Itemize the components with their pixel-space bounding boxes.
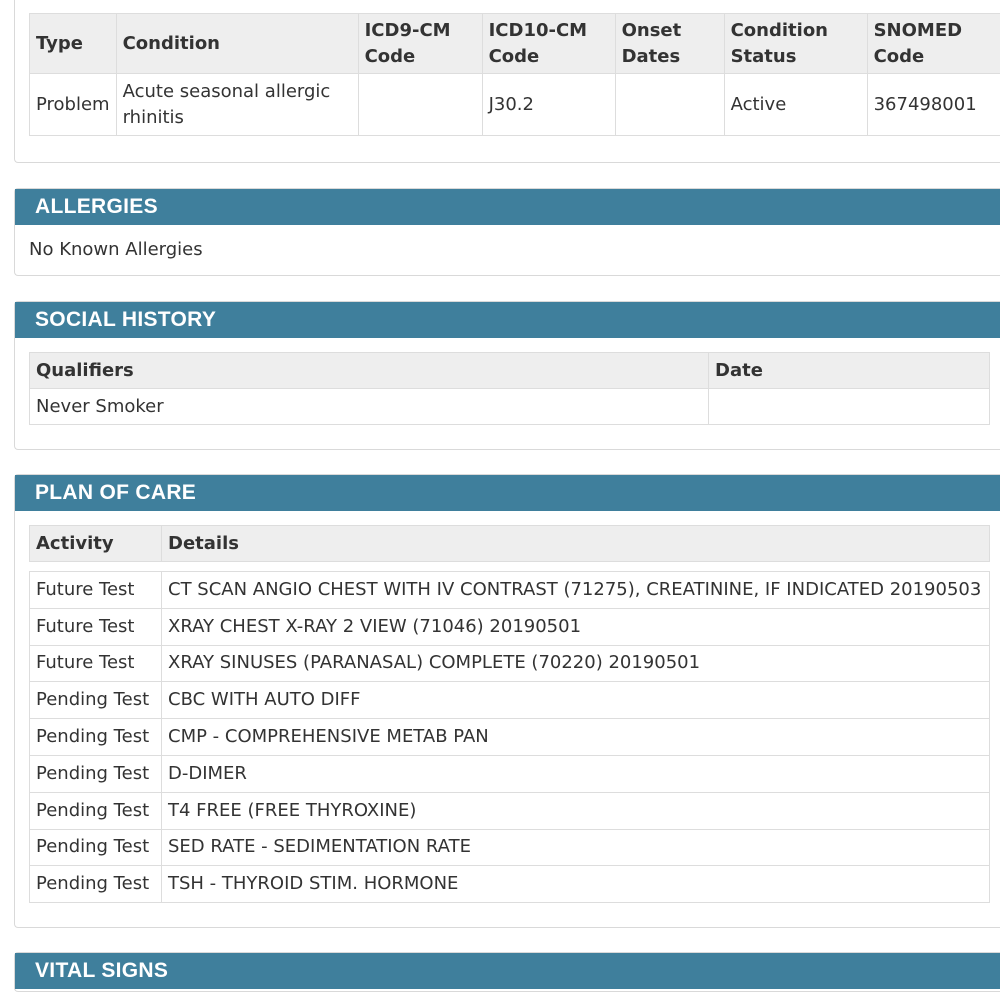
social-history-card xyxy=(14,301,1000,450)
col-activity: Activity xyxy=(30,526,162,562)
social-history-header: SOCIAL HISTORY xyxy=(15,302,1000,338)
col-snomed: SNOMED Code xyxy=(867,14,1000,74)
problems-table xyxy=(29,13,1000,136)
cell-details: XRAY CHEST X-RAY 2 VIEW (71046) 20190501 xyxy=(162,608,990,645)
plan-of-care-header: PLAN OF CARE xyxy=(15,475,1000,511)
plan-of-care-card xyxy=(14,474,1000,928)
table-row xyxy=(30,608,990,645)
table-row xyxy=(30,755,990,792)
problems-card xyxy=(14,0,1000,163)
table-row xyxy=(30,645,990,682)
col-icd10: ICD10-CM Code xyxy=(482,14,615,74)
table-row xyxy=(30,572,990,609)
cell-activity: Pending Test xyxy=(30,866,162,903)
vital-signs-header: VITAL SIGNS xyxy=(15,953,1000,989)
allergies-card xyxy=(14,188,1000,276)
plan-of-care-header-table xyxy=(29,525,990,562)
col-details: Details xyxy=(162,526,990,562)
table-row xyxy=(30,682,990,719)
cell-details: T4 FREE (FREE THYROXINE) xyxy=(162,792,990,829)
cell-onset xyxy=(615,74,724,136)
cell-status: Active xyxy=(724,74,867,136)
table-row xyxy=(30,792,990,829)
cell-details: SED RATE - SEDIMENTATION RATE xyxy=(162,829,990,866)
cell-activity: Future Test xyxy=(30,608,162,645)
cell-activity: Pending Test xyxy=(30,755,162,792)
col-type: Type xyxy=(30,14,117,74)
cell-activity: Pending Test xyxy=(30,682,162,719)
cell-details: CBC WITH AUTO DIFF xyxy=(162,682,990,719)
col-onset: Onset Dates xyxy=(615,14,724,74)
table-row xyxy=(30,719,990,756)
table-row xyxy=(30,829,990,866)
cell-details: D-DIMER xyxy=(162,755,990,792)
allergies-text: No Known Allergies xyxy=(29,239,203,260)
cell-icd10: J30.2 xyxy=(482,74,615,136)
cell-activity: Pending Test xyxy=(30,719,162,756)
vital-signs-card xyxy=(14,952,1000,992)
col-date: Date xyxy=(709,353,990,389)
cell-snomed: 367498001 xyxy=(867,74,1000,136)
col-condition: Condition xyxy=(116,14,358,74)
cell-activity: Future Test xyxy=(30,645,162,682)
cell-activity: Future Test xyxy=(30,572,162,609)
cell-details: XRAY SINUSES (PARANASAL) COMPLETE (70220) 20190501 xyxy=(162,645,990,682)
cell-details: CMP - COMPREHENSIVE METAB PAN xyxy=(162,719,990,756)
cell-date xyxy=(709,389,990,425)
table-row xyxy=(30,389,990,425)
plan-of-care-table xyxy=(29,571,990,903)
cell-activity: Pending Test xyxy=(30,829,162,866)
col-icd9: ICD9-CM Code xyxy=(358,14,482,74)
cell-qualifier: Never Smoker xyxy=(30,389,709,425)
cell-icd9 xyxy=(358,74,482,136)
cell-details: TSH - THYROID STIM. HORMONE xyxy=(162,866,990,903)
cell-type: Problem xyxy=(30,74,117,136)
cell-details: CT SCAN ANGIO CHEST WITH IV CONTRAST (71275), CREATININE, IF INDICATED 20190503 xyxy=(162,572,990,609)
col-qualifiers: Qualifiers xyxy=(30,353,709,389)
col-status: Condition Status xyxy=(724,14,867,74)
cell-condition: Acute seasonal allergic rhinitis xyxy=(116,74,358,136)
allergies-header: ALLERGIES xyxy=(15,189,1000,225)
table-row xyxy=(30,866,990,903)
cell-activity: Pending Test xyxy=(30,792,162,829)
table-row xyxy=(30,74,1000,136)
social-history-table xyxy=(29,352,990,425)
